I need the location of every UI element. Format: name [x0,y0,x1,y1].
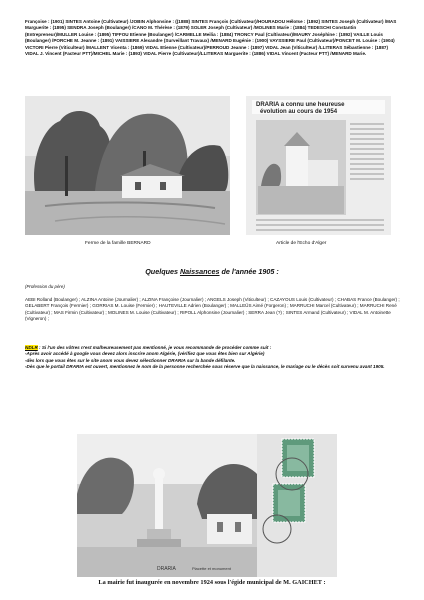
farm-photo [25,96,230,235]
newspaper-clipping [246,96,391,235]
heading-suffix: de l'année 1905 : [219,267,279,276]
postcard-caption-right: Placette et monument [192,566,231,571]
ndlr-intro: : Si l'un des vôtres n'est malheureusement pas mentionné, je vous recommande de procéder comme suit : [37,345,272,350]
heading-prefix: Quelques [145,267,180,276]
newspaper-headline-2: évolution au cours de 1954 [260,109,338,115]
postcard-caption-left: DRARIA [157,566,176,572]
births-paragraph: AEBI Rolland (Boulanger) ; ALZINA Antoine (Journalier) ; ALZINA Françoise (Journalier) ; ANGELS Joseph (Viticulteur) ; CAZAYOUS Louis (Cultivateur) ; CHABAS France (Boulanger) ; GELABERT François (Fermier) ; GORRIAS M. Louise (Fermier) ; HAUTEVILLE Adrien (Boulanger) ; MALLEÜS Aimé (Forgeron) ; MARRUCHI Marcel (Cultivateur) ; MARRUCHI René (Cultivateur) ; MAS Firmin (Cultivateur) ; MOLINES M. Louise (Cultivateur) ; RIPOLL Alphonsine (Journalier) ; SERRA Jean (?) ; SINTES Armand (Cultivateur) ; VIDAL M. Antoinette (Vigneron) ; [25,297,400,322]
ndlr-line-1: -Après avoir accédé à google vous devez alors inscrire anom Algérie, (vérifiez que vous êtes bien sur Algérie) [25,351,265,357]
ndlr-label: NDLR [25,345,38,350]
births-heading [0,267,424,276]
postcard-photo [77,434,337,577]
intro-paragraph: Françoise : (1901) SINTES Antoine (Cultivateur) /JOBIN Alphonsine : ((1888) SINTES François (Cultivateur)/HOURADOU Héloïse : (1892) SINTES Joseph (Cultivateur) /MAS Marguerite : (1895) SENDRA Joseph (Boulanger) /CANO M. Thérèse : (1879) SOLER Joseph (Cultivateur) /MOLINES Marie : (1884) TEDESCHI Constantin (Entrepreneur)/MULLER Louise : (1895) TIFFOU Etienne (Boulanger) /CARMELLE Meilia : (1884) TRONCY Paul (Cultivateur)/MAURY Joséphine : (1892) VAILLE Louis (Boulanger) /PORCHE M. Jeanne : (1891) VAISSIERE Alexandre (Surveillant Travaux) /MENARD Eugénie : (1900) VAYSSIERE Paul (Cultivateur)/PONCET M. Louise : (1904) VICTORI Pierre (Viticulteur) /MALLENT Vicenta : (1869) VIDAL Etienne (Cultivateur)/PERROUD Jeanne : (1897) VIDAL Jean (Viticulteur) /LLITERAS Sébastienne : (1887) VIDAL J. Vincent (Facteur PTT)/MICHEL Marie : (1893) VIDAL Pierre (Cultivateur)/LLITERAS Marguerite : (1886) VIDAL Vincent (Facteur PTT) /MENARD Marie. [25,19,397,57]
newspaper-caption: Article de l'Echo d'Alger [276,241,327,246]
newspaper-headline-1: DRARIA a connu une heureuse [256,102,345,108]
ndlr-line-2: -dès lors que vous êtes sur le site anom vous devez sélectionner DRARIA sur la bande défilante. [25,357,236,363]
ndlr-line-3: -Dès que le portail DRARIA est ouvert, mentionnez le nom de la personne recherchée sous réserve que la naissance, le mariage ou le décès soit survenu avant 1905. [25,364,385,370]
heading-word: Naissances [179,267,220,276]
bottom-caption: La mairie fut inaugurée en novembre 1924 sous l'égide municipal de M. GAICHET : [98,579,326,586]
ndlr-note [25,345,401,371]
profession-note: (Profession du père) [25,284,65,289]
farm-photo-caption: Ferme de la famille BERNARD [85,241,151,246]
